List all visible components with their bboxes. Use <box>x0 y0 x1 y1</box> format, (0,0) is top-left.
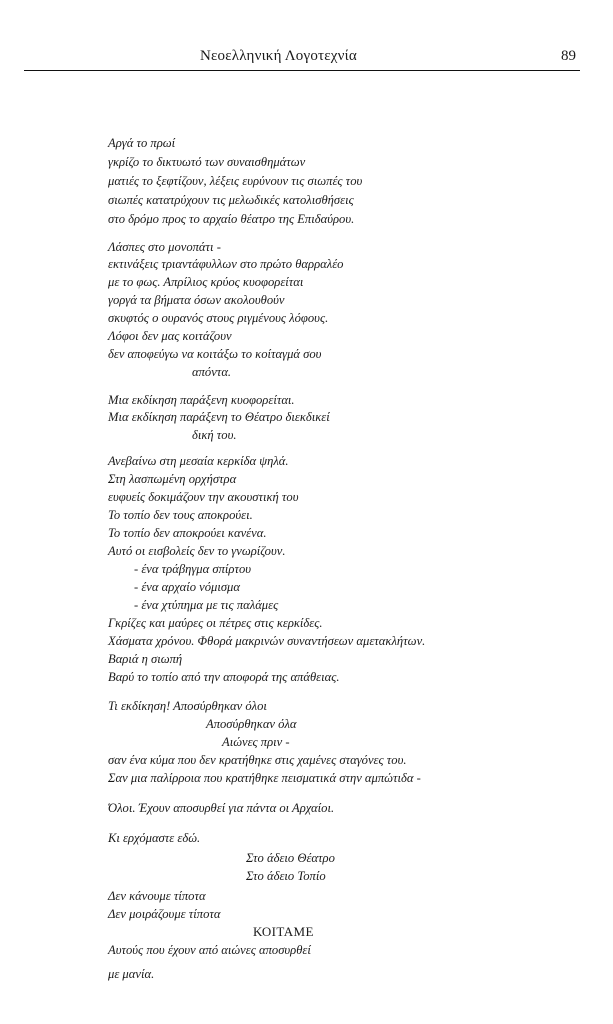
poem-line: Όλοι. Έχουν αποσυρθεί για πάντα οι Αρχαίοι. <box>108 801 335 815</box>
poem-line-emphasis: ΚΟΙΤΑΜΕ <box>253 924 314 939</box>
poem-line: στο δρόμο προς το αρχαίο θέατρο της Επιδαύρου. <box>108 212 355 226</box>
poem-line: Λάσπες στο μονοπάτι - <box>108 240 221 254</box>
poem-line: - ένα αρχαίο νόμισμα <box>134 580 240 594</box>
poem-line: ματιές το ξεφτίζουν, λέξεις ευρύνουν τις σιωπές του <box>108 174 363 188</box>
poem-line: Γκρίζες και μαύρες οι πέτρες στις κερκίδες. <box>108 616 323 630</box>
poem-line: σαν ένα κύμα που δεν κρατήθηκε στις χαμένες σταγόνες του. <box>108 753 407 767</box>
poem-line: Βαριά η σιωπή <box>108 652 183 666</box>
poem-line: - ένα τράβηγμα σπίρτου <box>134 562 252 576</box>
poem-line: Αυτό οι εισβολείς δεν το γνωρίζουν. <box>108 544 286 558</box>
poem-line: Βαρύ το τοπίο από την αποφορά της απάθειας. <box>108 670 340 684</box>
poem-line: Χάσματα χρόνου. Φθορά μακρινών συναντήσεων αμετακλήτων. <box>108 634 426 648</box>
poem-line: Το τοπίο δεν αποκρούει κανένα. <box>108 526 267 540</box>
poem-line: - ένα χτύπημα με τις παλάμες <box>134 598 279 612</box>
poem-line: εκτινάξεις τριαντάφυλλων στο πρώτο θαρραλέο <box>108 257 344 271</box>
poem-line: σιωπές κατατρύχουν τις μελωδικές κατολισθήσεις <box>108 193 354 207</box>
poem-line: με μανία. <box>108 967 155 981</box>
poem-line: δεν αποφεύγω να κοιτάξω το κοίταγμά σου <box>108 347 322 361</box>
poem-line: Ανεβαίνω στη μεσαία κερκίδα ψηλά. <box>108 454 289 468</box>
poem-line: απόντα. <box>192 365 232 379</box>
poem-line: δική του. <box>192 428 237 442</box>
poem-line: με το φως. Απρίλιος κρύος κυοφορείται <box>108 275 304 289</box>
poem-line: Λόφοι δεν μας κοιτάζουν <box>108 329 232 343</box>
poem-line: Στο άδειο Θέατρο <box>246 851 335 865</box>
poem-line: Μια εκδίκηση παράξενη κυοφορείται. <box>108 393 295 407</box>
poem-line: Το τοπίο δεν τους αποκρούει. <box>108 508 253 522</box>
poem-line: Στη λασπωμένη ορχήστρα <box>108 472 237 486</box>
poem-line: σκυφτός ο ουρανός στους ριγμένους λόφους. <box>108 311 329 325</box>
poem-line: γοργά τα βήματα όσων ακολουθούν <box>108 293 285 307</box>
poem-line: Δεν κάνουμε τίποτα <box>108 889 206 903</box>
poem-line: Αιώνες πριν - <box>222 735 290 749</box>
poem-line: γκρίζο το δικτυωτό των συναισθημάτων <box>108 155 306 169</box>
poem-line: Κι ερχόμαστε εδώ. <box>108 831 201 845</box>
poem-line: Δεν μοιράζουμε τίποτα <box>108 907 221 921</box>
poem-line: Αργά το πρωί <box>108 136 176 150</box>
header-rule <box>24 70 580 71</box>
poem-line: Αυτούς που έχουν από αιώνες αποσυρθεί <box>108 943 311 957</box>
poem-line: Στο άδειο Τοπίο <box>246 869 326 883</box>
poem-line: ευφυείς δοκιμάζουν την ακουστική του <box>108 490 299 504</box>
running-title: Νεοελληνική Λογοτεχνία <box>200 48 357 64</box>
poem-line: Τι εκδίκηση! Αποσύρθηκαν όλοι <box>108 699 267 713</box>
poem-line: Αποσύρθηκαν όλα <box>206 717 297 731</box>
page-number: 89 <box>561 48 576 64</box>
poem-line: Μια εκδίκηση παράξενη το Θέατρο διεκδικεί <box>108 410 330 424</box>
poem-line: Σαν μια παλίρροια που κρατήθηκε πεισματικά στην αμπώτιδα - <box>108 771 421 785</box>
